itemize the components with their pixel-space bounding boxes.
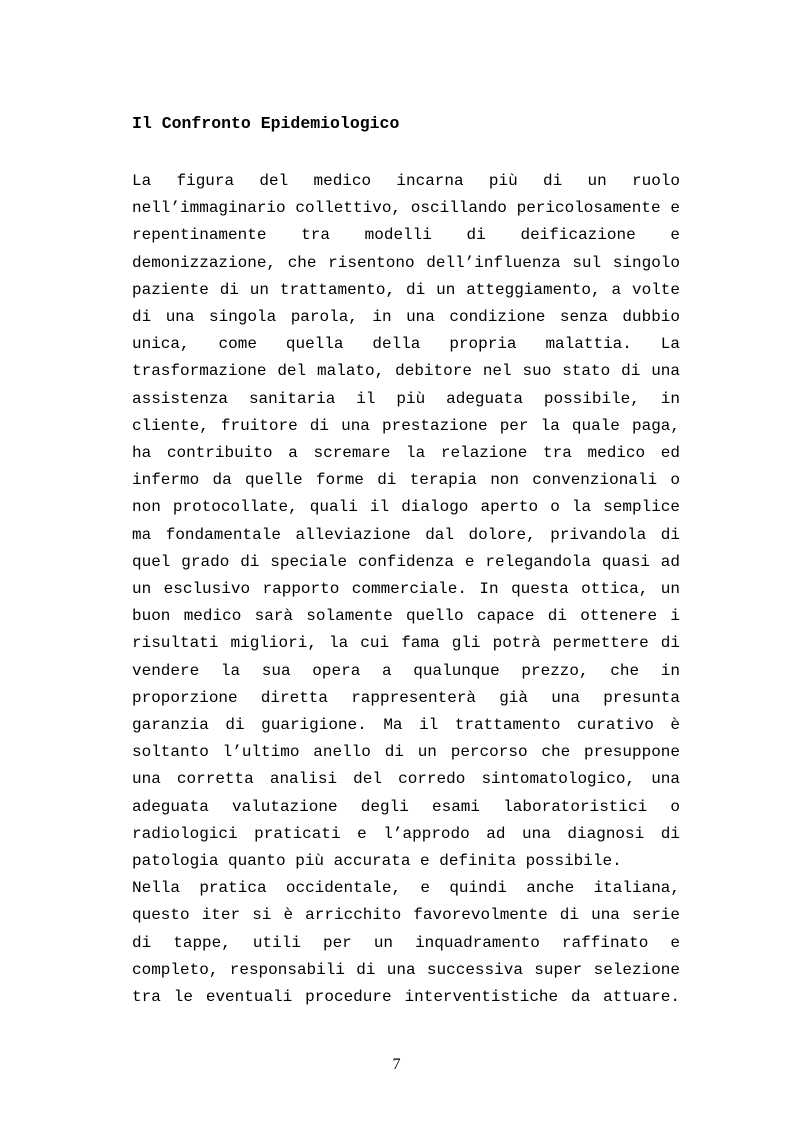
- page-number: 7: [392, 1056, 401, 1073]
- section-heading: Il Confronto Epidemiologico: [132, 114, 400, 133]
- body-text: [132, 168, 680, 1011]
- paragraph: Nella pratica occidentale, e quindi anche italiana, questo iter si è arricchito favorevolmente di una serie di tappe, utili per un inquadramento raffinato e completo, responsabili di una successiva super selezione tra le eventuali procedure interventistiche da attuare.: [132, 879, 680, 1007]
- paragraph: La figura del medico incarna più di un ruolo nell’immaginario collettivo, oscillando pericolosamente e repentinamente tra modelli di deificazione e demonizzazione, che risentono dell’influenza sul singolo paziente di un trattamento, di un atteggiamento, a volte di una singola parola, in una condizione senza dubbio unica, come quella della propria malattia. La trasformazione del malato, debitore nel suo stato di una assistenza sanitaria il più adeguata possibile, in cliente, fruitore di una prestazione per la quale paga, ha contribuito a scremare la relazione tra medico ed infermo da quelle forme di terapia non convenzionali o non protocollate, quali il dialogo aperto o la semplice ma fondamentale alleviazione dal dolore, privandola di quel grado di speciale confidenza e relegandola quasi ad un esclusivo rapporto commerciale. In questa ottica, un buon medico sarà solamente quello capace di ottenere i risultati migliori, la cui fama gli potrà permettere di vendere la sua opera a qualunque prezzo, che in proporzione diretta rappresenterà già una presunta garanzia di guarigione. Ma il trattamento curativo è soltanto l’ultimo anello di un percorso che presuppone una corretta analisi del corredo sintomatologico, una adeguata valutazione degli esami laboratoristici o radiologici praticati e l’approdo ad una diagnosi di patologia quanto più accurata e definita possibile.: [132, 172, 680, 871]
